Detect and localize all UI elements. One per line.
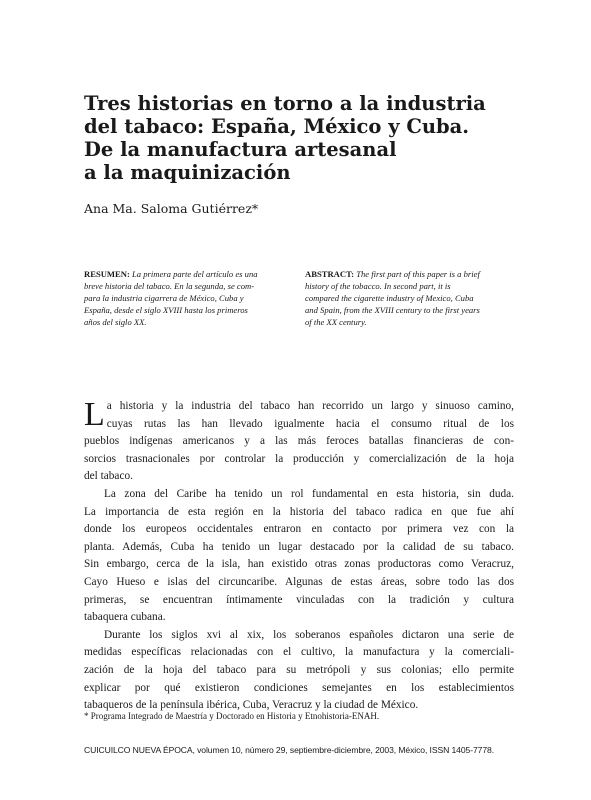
title-line: a la maquinización — [84, 161, 291, 184]
drop-cap: L — [84, 396, 105, 433]
paragraph — [84, 486, 514, 627]
abstract-line: años del siglo XX. — [84, 317, 147, 328]
abstract-english — [305, 268, 513, 328]
body-line: pueblos indígenas americanos y a las más feroces batallas financieras de con- — [84, 435, 514, 448]
body-line: a historia y la industria del tabaco han recorrido un largo y sinuoso camino, — [106, 400, 514, 412]
body-line: primeras, se encuentran íntimamente vinculadas con la tradición y cultura — [84, 593, 514, 606]
footnote: * Programa Integrado de Maestría y Doctorado en Historia y Etnohistoria-ENAH. — [84, 711, 380, 721]
title-line: De la manufactura artesanal — [84, 138, 397, 161]
article-title — [84, 92, 504, 184]
abstract-label: RESUMEN: — [84, 269, 130, 279]
body-line: sorcios trasnacionales por controlar la producción y comercialización de la hoja — [84, 452, 514, 465]
abstract-label: ABSTRACT: — [305, 269, 355, 279]
paragraph — [84, 398, 514, 486]
body-line: tabaquera cubana. — [84, 611, 166, 624]
abstract-line: breve historia del tabaco. En la segunda, se com- — [84, 281, 255, 292]
abstract-line: España, desde el siglo XVIII hasta los primeros — [84, 305, 248, 316]
abstract-spanish — [84, 268, 292, 328]
abstract-line: La primera parte del artículo es una — [132, 269, 258, 279]
abstract-line: compared the cigarette industry of Mexico, Cuba — [305, 293, 474, 304]
body-line: medidas específicas relacionadas con el cultivo, la manufactura y la comerciali- — [84, 646, 514, 659]
abstract-line: of the XX century. — [305, 317, 367, 328]
abstract-line: and Spain, from the XVIII century to the first years — [305, 305, 480, 316]
abstract-line: para la industria cigarrera de México, Cuba y — [84, 293, 244, 304]
title-line: Tres historias en torno a la industria — [84, 92, 486, 115]
body-line: La importancia de esta región en la historia del tabaco radica en que fue ahí — [84, 505, 514, 518]
body-line: Cayo Hueso e islas del circuncaribe. Algunas de estas áreas, sobre todo las dos — [84, 575, 514, 588]
body-line: cuyas rutas las han llevado igualmente hacia el consumo ritual de los — [106, 417, 514, 430]
journal-footer: CUICUILCO NUEVA ÉPOCA, volumen 10, número 29, septiembre-diciembre, 2003, México, ISSN 1405-7778. — [84, 745, 494, 755]
abstract-line: The first part of this paper is a brief — [356, 269, 480, 279]
body-line: Sin embargo, cerca de la isla, han existido otras zonas productoras como Veracruz, — [84, 558, 514, 571]
body-line: donde los europeos occidentales entraron en contacto por primera vez con la — [84, 523, 514, 536]
body-line: La zona del Caribe ha tenido un rol fundamental en esta historia, sin duda. — [104, 487, 514, 500]
body-line: tabaqueros de la península ibérica, Cuba, Veracruz y la ciudad de México. — [84, 699, 419, 712]
article-body — [84, 398, 514, 715]
body-line: zación de la hoja del tabaco para su metrópoli y sus colonias; ello permite — [84, 663, 514, 676]
title-line: del tabaco: España, México y Cuba. — [84, 115, 470, 138]
author-name: Ana Ma. Saloma Gutiérrez* — [84, 201, 259, 216]
body-line: planta. Además, Cuba ha tenido un lugar destacado por la calidad de su tabaco. — [84, 540, 514, 553]
paragraph — [84, 627, 514, 715]
body-line: del tabaco. — [84, 470, 133, 483]
body-line: explicar por qué existieron condiciones semejantes en los establecimientos — [84, 681, 514, 694]
abstract-line: history of the tobacco. In second part, it is — [305, 281, 451, 292]
body-line: Durante los siglos xvi al xix, los soberanos españoles dictaron una serie de — [104, 628, 514, 641]
